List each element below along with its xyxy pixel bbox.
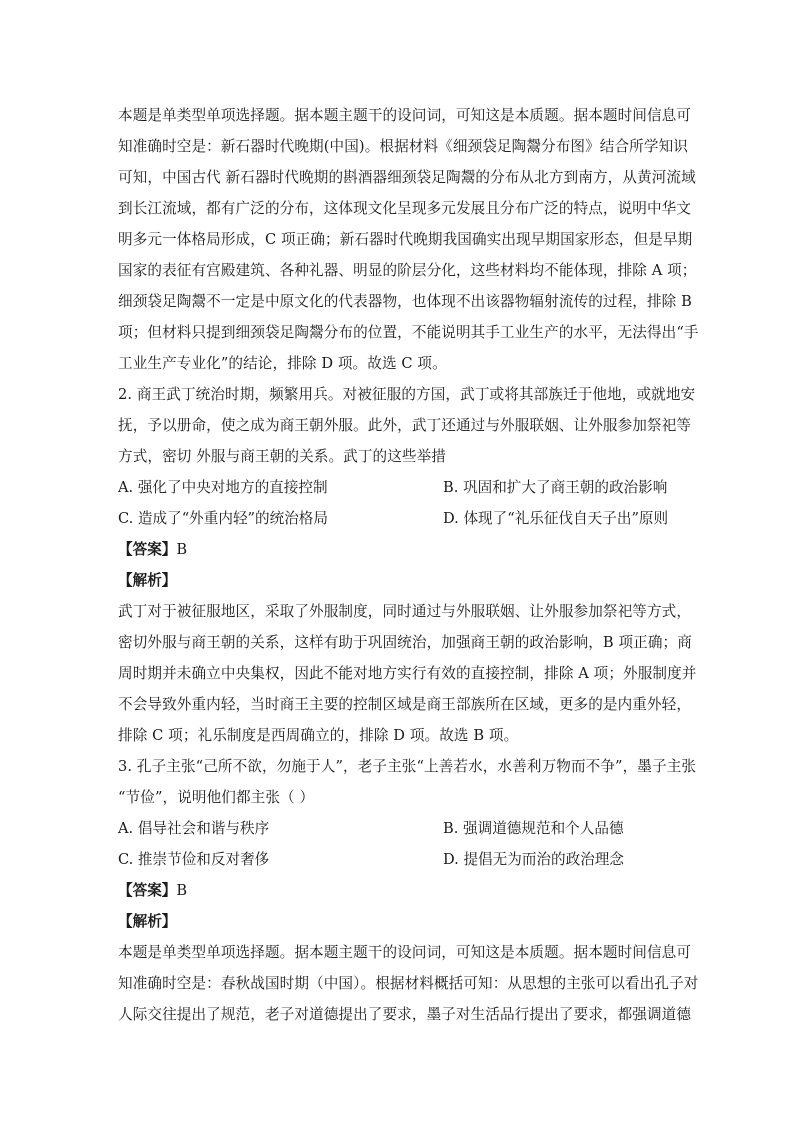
q3-option-d: D. 提倡无为而治的政治理念 [443, 851, 624, 868]
text-line: 可知，中国古代 新石器时代晚期的斟酒器细颈袋足陶鬶的分布从北方到南方，从黄河流域 [118, 169, 696, 186]
text-line: 本题是单类型单项选择题。据本题主题干的设问词，可知这是本质题。据本题时间信息可 [118, 944, 692, 961]
q3-options-row-2 [118, 844, 678, 875]
q1-explanation [118, 100, 699, 379]
answer-value: B [176, 541, 188, 558]
q3-option-c: C. 推崇节俭和反对奢侈 [118, 851, 270, 868]
q2-option-c: C. 造成了“外重内轻”的统治格局 [118, 510, 328, 527]
text-line: 明多元一体格局形成，C 项正确；新石器时代晚期我国确实出现早期国家形态，但是早期 [118, 231, 693, 248]
text-line: 武丁对于被征服地区，采取了外服制度，同时通过与外服联姻、让外服参加祭祀等方式， [118, 603, 692, 620]
text-line: 人际交往提出了规范，老子对道德提出了要求，墨子对生活品行提出了要求，都强调道德 [118, 1006, 692, 1023]
text-line: 3. 孔子主张“己所不欲，勿施于人”，老子主张“上善若水，水善利万物而不争”，墨子主张 [118, 758, 697, 775]
text-line: 知准确时空是：新石器时代晚期(中国)。根据材料《细颈袋足陶鬶分布图》结合所学知识 [118, 138, 688, 155]
q3-explanation [118, 937, 699, 1030]
answer-label: 【答案】 [118, 541, 177, 558]
answer-value: B [176, 882, 188, 899]
q2-stem [118, 379, 696, 472]
text-line: 抚，予以册命，使之成为商王朝外服。此外，武丁还通过与外服联姻、让外服参加祭祀等 [118, 417, 692, 434]
text-line: 不会导致外重内轻，当时商王主要的控制区域是商王部族所在区域，更多的是内重外轻， [118, 696, 692, 713]
text-line: 方式，密切 外服与商王朝的关系。武丁的这些举措 [118, 448, 447, 465]
text-line: 项；但材料只提到细颈袋足陶鬶分布的位置，不能说明其手工业生产的水平，无法得出“手 [118, 324, 699, 341]
q3-explain-label: 【解析】 [118, 913, 177, 930]
q3-options-row-1 [118, 813, 678, 844]
text-line: 2. 商王武丁统治时期，频繁用兵。对被征服的方国，武丁或将其部族迁于他地，或就地安 [118, 386, 696, 403]
text-line: 工业生产专业化”的结论，排除 D 项。故选 C 项。 [118, 355, 447, 372]
text-line: 细颈袋足陶鬶不一定是中原文化的代表器物，也体现不出该器物辐射流传的过程，排除 B [118, 293, 692, 310]
q2-option-a: A. 强化了中央对地方的直接控制 [118, 479, 328, 496]
document-page [118, 100, 699, 1030]
text-line: 周时期并未确立中央集权，因此不能对地方实行有效的直接控制，排除 A 项；外服制度并 [118, 665, 697, 682]
text-line: 排除 C 项；礼乐制度是西周确立的，排除 D 项。故选 B 项。 [118, 727, 519, 744]
text-line: 密切外服与商王朝的关系，这样有助于巩固统治，加强商王朝的政治影响，B 项正确；商 [118, 634, 692, 651]
q2-option-b: B. 巩固和扩大了商王朝的政治影响 [443, 479, 668, 496]
q2-answer [118, 534, 678, 565]
q2-options-row-2 [118, 503, 678, 534]
q2-options-row-1 [118, 472, 678, 503]
text-line: 国家的表征有宫殿建筑、各种礼器、明显的阶层分化，这些材料均不能体现，排除 A 项； [118, 262, 697, 279]
q2-explanation [118, 596, 697, 751]
text-line: 到长江流域，都有广泛的分布，这体现文化呈现多元发展且分布广泛的特点，说明中华文 [118, 200, 692, 217]
q3-stem [118, 751, 697, 813]
q3-option-a: A. 倡导社会和谐与秩序 [118, 820, 270, 837]
q3-answer [118, 875, 678, 906]
q3-option-b: B. 强调道德规范和个人品德 [443, 820, 624, 837]
q2-option-d: D. 体现了“礼乐征伐自天子出”原则 [443, 510, 669, 527]
text-line: 本题是单类型单项选择题。据本题主题干的设问词，可知这是本质题。据本题时间信息可 [118, 107, 692, 124]
q2-explain-label: 【解析】 [118, 572, 177, 589]
text-line: “节俭”，说明他们都主张（ ） [118, 789, 315, 806]
answer-label: 【答案】 [118, 882, 177, 899]
text-line: 知准确时空是：春秋战国时期（中国）。根据材料概括可知：从思想的主张可以看出孔子对 [118, 975, 699, 992]
